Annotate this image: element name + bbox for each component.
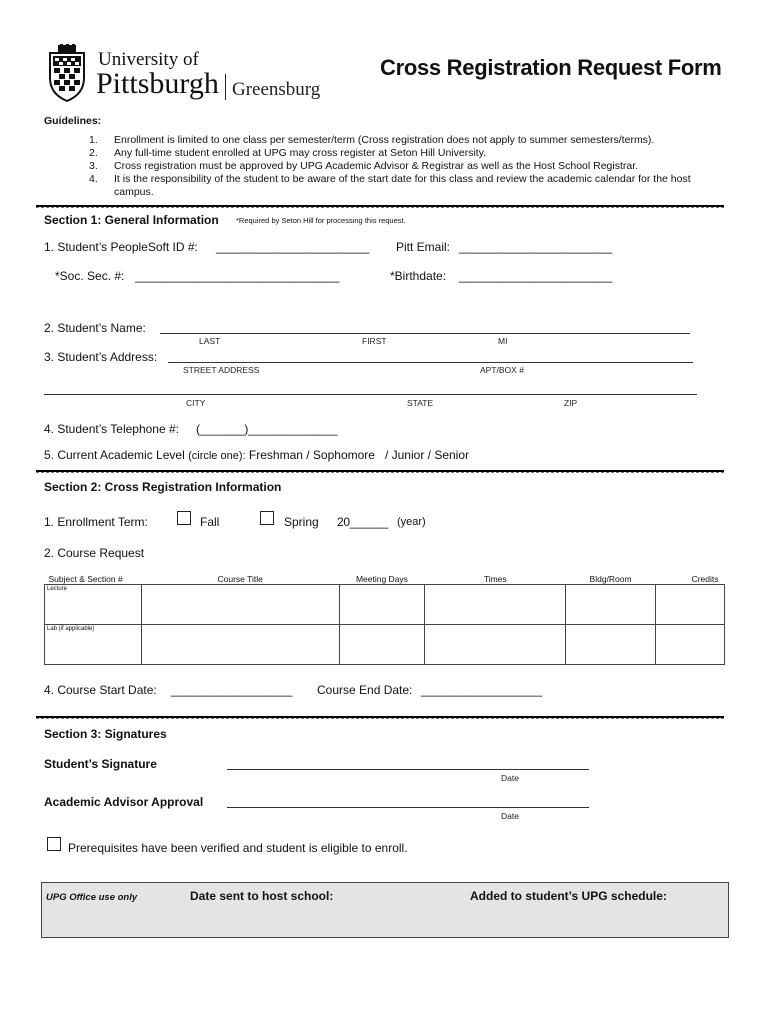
birthdate-label: *Birthdate: <box>390 269 447 283</box>
year-field[interactable]: 20______ <box>337 515 388 529</box>
office-use-box <box>41 882 729 938</box>
name-last-caption: LAST <box>199 336 221 346</box>
guideline-text: Any full-time student enrolled at UPG may cross register at Seton Hill University. <box>114 147 487 159</box>
ssn-label: *Soc. Sec. #: <box>55 269 125 283</box>
logo-pittsburgh: Pittsburgh <box>96 67 219 100</box>
advisor-approval-date-caption: Date <box>501 811 519 821</box>
logo-divider <box>225 74 226 100</box>
lab-credits-cell[interactable] <box>656 625 725 665</box>
office-use-only-label: UPG Office use only <box>46 892 138 903</box>
student-name-field[interactable] <box>160 333 690 334</box>
guideline-number: 2. <box>89 147 98 159</box>
ssn-field[interactable]: ________________________________ <box>135 269 339 283</box>
lecture-subject-cell[interactable] <box>45 585 142 625</box>
form-title: Cross Registration Request Form <box>380 55 722 80</box>
guideline-item <box>89 134 714 147</box>
lecture-row <box>45 585 725 625</box>
student-signature-field[interactable] <box>227 769 589 770</box>
lab-label: Lab (if applicable) <box>47 626 95 632</box>
guideline-item <box>89 173 714 199</box>
lab-row <box>45 625 725 665</box>
street-address-caption: STREET ADDRESS <box>183 365 260 375</box>
city-caption: CITY <box>186 398 206 408</box>
telephone-label: 4. Student’s Telephone #: <box>44 422 179 436</box>
guidelines-list <box>89 134 714 199</box>
guideline-text: Enrollment is limited to one class per semester/term (Cross registration does not apply to summer semesters/terms). <box>114 134 655 146</box>
section1-note: *Required by Seton Hill for processing this request. <box>236 216 406 225</box>
course-request-label: 2. Course Request <box>44 546 145 560</box>
date-sent-label: Date sent to host school: <box>190 889 334 903</box>
student-signature-label: Student’s Signature <box>44 757 157 771</box>
section3-divider <box>36 716 724 719</box>
zip-caption: ZIP <box>564 398 578 408</box>
prerequisites-text: Prerequisites have been verified and student is eligible to enroll. <box>68 841 408 855</box>
name-mi-caption: MI <box>498 336 508 346</box>
pitt-email-field[interactable]: ________________________ <box>459 240 612 254</box>
section2-divider <box>36 470 724 473</box>
guideline-item <box>89 160 714 173</box>
student-address-label: 3. Student’s Address: <box>44 350 158 364</box>
lab-title-cell[interactable] <box>141 625 339 665</box>
course-start-field[interactable]: ___________________ <box>171 683 293 697</box>
logo-greensburg: Greensburg <box>232 79 321 100</box>
lab-subject-cell[interactable] <box>45 625 142 665</box>
course-request-table <box>44 572 725 665</box>
guideline-number: 1. <box>89 134 98 146</box>
academic-level-label <box>44 448 469 462</box>
prerequisites-checkbox[interactable] <box>47 837 61 851</box>
enrollment-term-label: 1. Enrollment Term: <box>44 515 148 529</box>
peoplesoft-id-label: 1. Student’s PeopleSoft ID #: <box>44 240 198 254</box>
lecture-credits-cell[interactable] <box>656 585 725 625</box>
lecture-times-cell[interactable] <box>425 585 566 625</box>
street-address-field[interactable] <box>168 362 693 363</box>
university-crest-icon <box>44 44 90 102</box>
lab-times-cell[interactable] <box>425 625 566 665</box>
guideline-number: 4. <box>89 173 98 185</box>
state-caption: STATE <box>407 398 434 408</box>
guideline-item <box>89 147 714 160</box>
telephone-field[interactable]: (_______)______________ <box>196 422 338 436</box>
apt-box-caption: APT/BOX # <box>480 365 524 375</box>
section1-divider <box>36 205 724 208</box>
spring-label: Spring <box>284 515 319 529</box>
section3-title: Section 3: Signatures <box>44 727 167 741</box>
bldg-room-header: Bldg/Room <box>589 574 632 584</box>
credits-header: Credits <box>691 574 719 584</box>
guidelines-title: Guidelines: <box>44 115 102 127</box>
section2-title: Section 2: Cross Registration Information <box>44 480 282 494</box>
fall-checkbox[interactable] <box>177 511 191 525</box>
peoplesoft-id-field[interactable]: ________________________ <box>216 240 369 254</box>
fall-label: Fall <box>200 515 220 529</box>
lecture-room-cell[interactable] <box>566 585 656 625</box>
guideline-number: 3. <box>89 160 98 172</box>
guideline-text: It is the responsibility of the student to be aware of the start date for this class and review the academic calendar for the host campus. <box>114 173 691 198</box>
guideline-text: Cross registration must be approved by UPG Academic Advisor & Registrar as well as the Host School Registrar. <box>114 160 639 172</box>
pitt-email-label: Pitt Email: <box>396 240 451 254</box>
academic-level-hint: (circle one): <box>188 450 246 462</box>
city-state-zip-field[interactable] <box>44 394 697 395</box>
course-start-label: 4. Course Start Date: <box>44 683 157 697</box>
meeting-days-header: Meeting Days <box>355 574 408 584</box>
lecture-label: Lecture <box>47 586 68 592</box>
university-logo <box>44 44 334 104</box>
name-first-caption: FIRST <box>362 336 387 346</box>
advisor-approval-label: Academic Advisor Approval <box>44 795 204 809</box>
advisor-approval-field[interactable] <box>227 807 589 808</box>
lab-days-cell[interactable] <box>339 625 425 665</box>
lab-room-cell[interactable] <box>566 625 656 665</box>
course-end-field[interactable]: ___________________ <box>421 683 543 697</box>
course-table-header-row <box>45 572 725 585</box>
logo-university-of: University of <box>98 49 199 70</box>
lecture-days-cell[interactable] <box>339 585 425 625</box>
academic-level-options[interactable]: Freshman / Sophomore / Junior / Senior <box>248 448 470 462</box>
spring-checkbox[interactable] <box>260 511 274 525</box>
student-signature-date-caption: Date <box>501 773 519 783</box>
birthdate-field[interactable]: ________________________ <box>459 269 612 283</box>
times-header: Times <box>483 574 507 584</box>
subject-section-header: Subject & Section # <box>48 574 123 584</box>
added-to-schedule-label: Added to student’s UPG schedule: <box>470 889 667 903</box>
lecture-title-cell[interactable] <box>141 585 339 625</box>
course-end-label: Course End Date: <box>317 683 413 697</box>
student-name-label: 2. Student’s Name: <box>44 321 146 335</box>
year-hint: (year) <box>397 516 426 528</box>
section1-title: Section 1: General Information <box>44 213 219 227</box>
course-title-header: Course Title <box>217 574 263 584</box>
academic-level-text: 5. Current Academic Level <box>44 448 185 462</box>
